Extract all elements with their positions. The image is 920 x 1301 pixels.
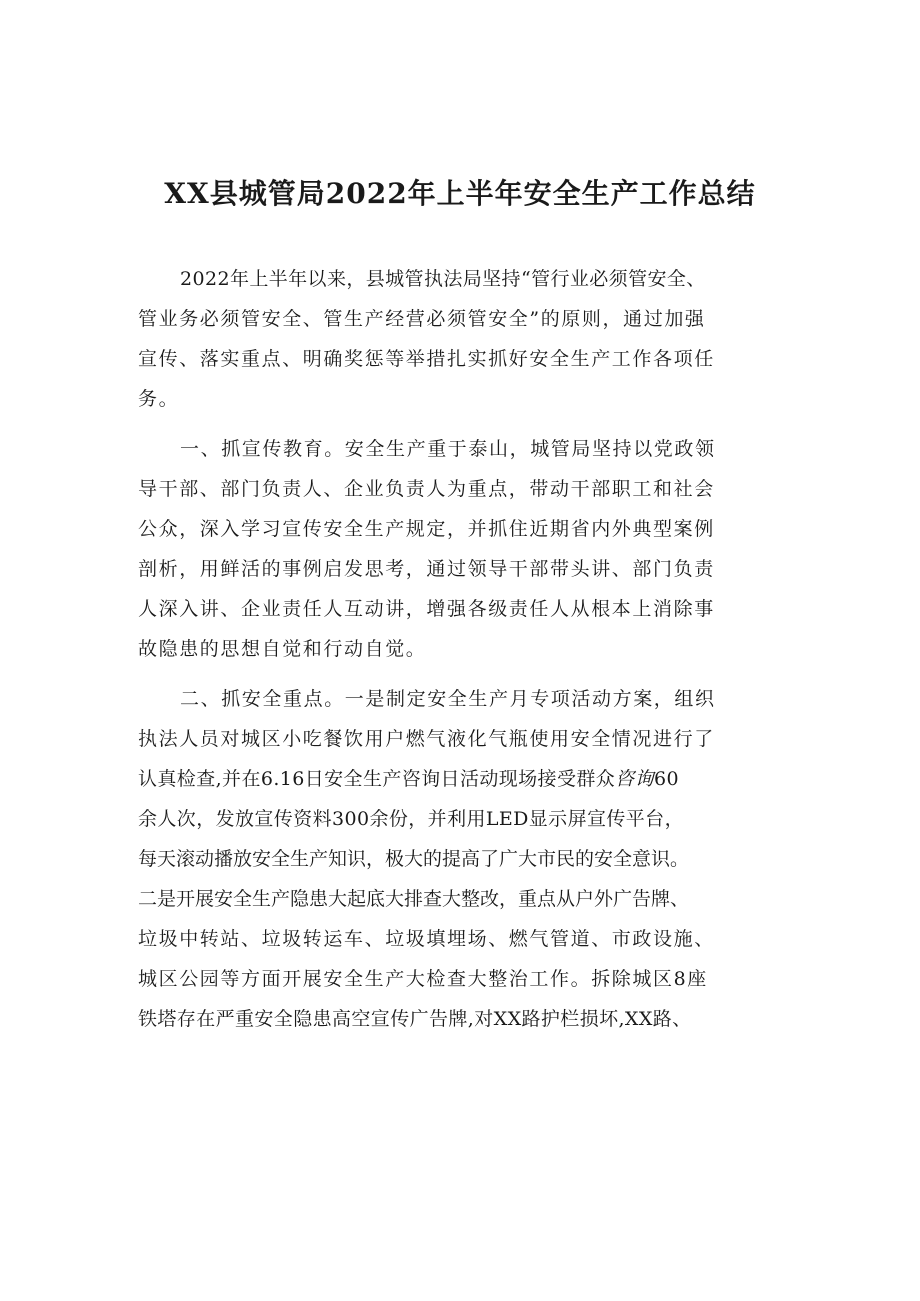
text-line: 垃圾中转站、垃圾转运车、垃圾填埋场、燃气管道、市政设施、 xyxy=(138,928,715,950)
text-line: 城区公园等方面开展安全生产大检查大整治工作。拆除城区8座 xyxy=(138,968,708,990)
text-line: 二、抓安全重点。一是制定安全生产月专项活动方案，组织 xyxy=(180,688,716,710)
text-line: 剖析，用鲜活的事例启发思考，通过领导干部带头讲、部门负责 xyxy=(138,558,715,580)
text-line: 故隐患的思想自觉和行动自觉。 xyxy=(138,638,427,660)
text-line: 导干部、部门负责人、企业负责人为重点，带动干部职工和社会 xyxy=(138,478,715,500)
text-segment: 60 xyxy=(653,768,679,790)
text-line: 管业务必须管安全、管生产经营必须管安全”的原则，通过加强 xyxy=(138,308,706,330)
text-line: 执法人员对城区小吃餐饮用户燃气液化气瓶使用安全情况进行了 xyxy=(138,728,715,750)
italic-word: 咨询 xyxy=(615,768,654,790)
text-line: 务。 xyxy=(138,388,180,410)
text-line: 宣传、落实重点、明确奖惩等举措扎实抓好安全生产工作各项任 xyxy=(138,348,715,370)
paragraph-intro xyxy=(138,259,788,419)
document-body xyxy=(138,259,788,1049)
text-line: 二是开展安全生产隐患大起底大排查大整改，重点从户外广告牌、 xyxy=(138,888,690,910)
paragraph-key-points xyxy=(138,679,788,1039)
text-line: 余人次，发放宣传资料300余份，并利用LED显示屏宣传平台， xyxy=(138,808,684,830)
text-segment: 认真检查,并在6.16日安全生产咨询日活动现场接受群众 xyxy=(138,768,616,790)
text-line: 铁塔存在严重安全隐患高空宣传广告牌,对XX路护栏损坏,XX路、 xyxy=(138,1008,692,1030)
text-line: 2022年上半年以来，县城管执法局坚持“管行业必须管安全、 xyxy=(180,268,706,290)
paragraph-publicity xyxy=(138,429,788,669)
text-line: 人深入讲、企业责任人互动讲，增强各级责任人从根本上消除事 xyxy=(138,598,715,620)
text-line: 每天滚动播放安全生产知识，极大的提高了广大市民的安全意识。 xyxy=(138,848,690,870)
text-line xyxy=(138,759,788,799)
document-title: XX县城管局2022年上半年安全生产工作总结 xyxy=(164,177,756,210)
text-line: 一、抓宣传教育。安全生产重于泰山，城管局坚持以党政领 xyxy=(180,438,716,460)
text-line: 公众，深入学习宣传安全生产规定，并抓住近期省内外典型案例 xyxy=(138,518,715,540)
